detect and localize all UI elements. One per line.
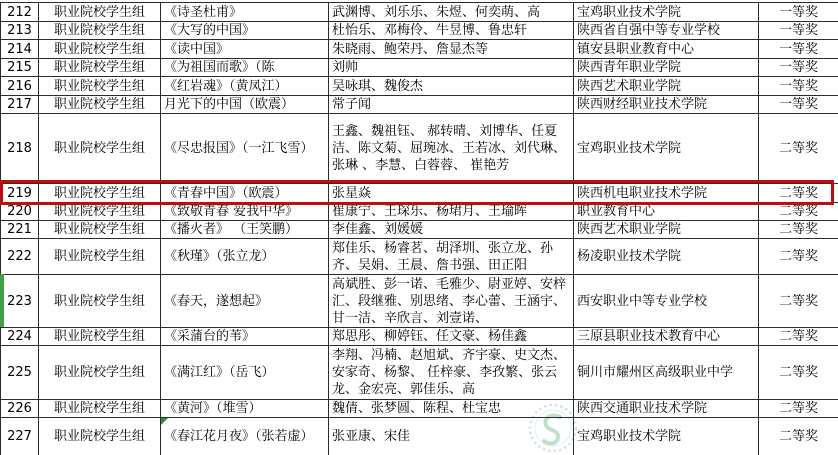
cell-school[interactable]: 宝鸡职业技术学院 — [574, 114, 759, 184]
cell-participants[interactable]: 张星焱 — [329, 184, 574, 203]
cell-title[interactable]: 《春江花月夜》（张若虚） — [161, 418, 329, 455]
cell-num[interactable]: 214 — [1, 40, 39, 59]
cell-school[interactable]: 陕西财经职业技术学院 — [574, 96, 759, 114]
cell-award[interactable]: 一等奖 — [759, 3, 838, 22]
cell-num[interactable]: 219 — [1, 184, 39, 203]
cell-num[interactable]: 223 — [1, 275, 39, 328]
cell-participants[interactable]: 郑佳乐、杨睿茗、胡泽圳、张立龙、孙齐、吴娟、王晨、詹书强、田正阳 — [329, 239, 574, 275]
cell-title[interactable]: 《春天，遂想起》 — [161, 275, 329, 328]
table-row — [1, 203, 838, 221]
cell-award[interactable]: 二等奖 — [759, 221, 838, 239]
cell-participants[interactable]: 武渊博、刘乐乐、朱煜、何奕萌、高 — [329, 3, 574, 22]
table-row — [1, 221, 838, 239]
cell-group[interactable]: 职业院校学生组 — [39, 114, 161, 184]
table-row — [1, 346, 838, 400]
cell-group[interactable]: 职业院校学生组 — [39, 96, 161, 114]
table-row — [1, 114, 838, 184]
cell-num[interactable]: 217 — [1, 96, 39, 114]
cell-award[interactable]: 一等奖 — [759, 59, 838, 77]
table-row — [1, 77, 838, 96]
cell-num[interactable]: 222 — [1, 239, 39, 275]
cell-title[interactable]: 《采蒲台的苇》 — [161, 328, 329, 346]
cell-participants[interactable]: 朱晓雨、鲍荣丹、詹显杰等 — [329, 40, 574, 59]
cell-group[interactable]: 职业院校学生组 — [39, 77, 161, 96]
cell-school[interactable]: 职业教育中心 — [574, 203, 759, 221]
cell-school[interactable]: 铜川市耀州区高级职业中学 — [574, 346, 759, 400]
cell-group[interactable]: 职业院校学生组 — [39, 418, 161, 455]
cell-group[interactable]: 职业院校学生组 — [39, 22, 161, 40]
cell-school[interactable]: 陕西机电职业技术学院 — [574, 184, 759, 203]
cell-participants[interactable]: 魏倩、张梦圆、陈程、杜宝忠 — [329, 400, 574, 418]
cell-group[interactable]: 职业院校学生组 — [39, 184, 161, 203]
cell-title[interactable]: 《青春中国》（欧震） — [161, 184, 329, 203]
table-row — [1, 40, 838, 59]
cell-group[interactable]: 职业院校学生组 — [39, 400, 161, 418]
cell-award[interactable]: 二等奖 — [759, 239, 838, 275]
table-row — [1, 239, 838, 275]
cell-award[interactable]: 二等奖 — [759, 275, 838, 328]
cell-award[interactable]: 一等奖 — [759, 40, 838, 59]
cell-group[interactable]: 职业院校学生组 — [39, 275, 161, 328]
cell-school[interactable]: 三原县职业技术教育中心 — [574, 328, 759, 346]
cell-title[interactable]: 月光下的中国（欧震） — [161, 96, 329, 114]
cell-title[interactable]: 《尽忠报国》（一江飞雪） — [161, 114, 329, 184]
cell-participants[interactable]: 李翔、冯楠、赵旭斌、齐宇豪、史文杰、安家奇、杨黎、 任梓豪、李孜繁、张云龙、金宏亮、郭佳乐、高 — [329, 346, 574, 400]
table-row — [1, 328, 838, 346]
cell-group[interactable]: 职业院校学生组 — [39, 328, 161, 346]
cell-participants[interactable]: 常子闻 — [329, 96, 574, 114]
cell-award[interactable]: 二等奖 — [759, 346, 838, 400]
cell-num[interactable]: 224 — [1, 328, 39, 346]
table-row — [1, 3, 838, 22]
cell-num[interactable]: 213 — [1, 22, 39, 40]
table-row — [1, 400, 838, 418]
cell-group[interactable]: 职业院校学生组 — [39, 346, 161, 400]
cell-award[interactable]: 二等奖 — [759, 184, 838, 203]
cell-participants[interactable]: 崔康宁、王琛乐、杨珺月、王瑜晖 — [329, 203, 574, 221]
cell-num[interactable]: 216 — [1, 77, 39, 96]
cell-award[interactable]: 一等奖 — [759, 77, 838, 96]
cell-award[interactable]: 二等奖 — [759, 203, 838, 221]
cell-group[interactable]: 职业院校学生组 — [39, 3, 161, 22]
table-row — [1, 184, 838, 203]
cell-group[interactable]: 职业院校学生组 — [39, 203, 161, 221]
cell-group[interactable]: 职业院校学生组 — [39, 221, 161, 239]
cell-school[interactable]: 宝鸡职业技术学院 — [574, 3, 759, 22]
cell-title[interactable]: 《大写的中国》 — [161, 22, 329, 40]
cell-title[interactable]: 《播火者》 （王笑鹏） — [161, 221, 329, 239]
cell-title[interactable]: 《为祖国而歌》（陈 — [161, 59, 329, 77]
award-results-table — [0, 2, 838, 455]
cell-group[interactable]: 职业院校学生组 — [39, 59, 161, 77]
cell-award[interactable]: 二等奖 — [759, 114, 838, 184]
cell-participants[interactable]: 李佳鑫、刘媛媛 — [329, 221, 574, 239]
cell-num[interactable]: 225 — [1, 346, 39, 400]
cell-num[interactable]: 220 — [1, 203, 39, 221]
table-row — [1, 22, 838, 40]
cell-title[interactable]: 《红岩魂》（黄凤江） — [161, 77, 329, 96]
cell-award[interactable]: 二等奖 — [759, 328, 838, 346]
cell-school[interactable]: 陕西交通职业技术学院 — [574, 400, 759, 418]
cell-school[interactable]: 陕西艺术职业学院 — [574, 221, 759, 239]
cell-title[interactable]: 《诗圣杜甫》 — [161, 3, 329, 22]
cell-title[interactable]: 《秋瑾》（张立龙） — [161, 239, 329, 275]
cell-participants[interactable]: 王鑫、魏祖钰、 郝转晴、刘博华、任夏洁、陈文菊、屈琬冰、王若冰、刘代琳、张琳 、李慧、白蓉蓉、 崔艳芳 — [329, 114, 574, 184]
cell-num[interactable]: 226 — [1, 400, 39, 418]
cell-title[interactable]: 《致敬青春 爱我中华》 — [161, 203, 329, 221]
cell-award[interactable]: 一等奖 — [759, 96, 838, 114]
table-row — [1, 275, 838, 328]
cell-school[interactable]: 陕西艺术职业学院 — [574, 77, 759, 96]
results-table-body — [1, 3, 838, 455]
cell-participants[interactable]: 高斌胜、彭一诺、毛雅少、尉亚婷、安梓汇、段继雅、别思绪、李心蕾、王涵宇、甘一洁、辛欣言、刘壹诺、 — [329, 275, 574, 328]
table-row — [1, 418, 838, 455]
cell-num[interactable]: 221 — [1, 221, 39, 239]
cell-title[interactable]: 《黄河》（堆雪） — [161, 400, 329, 418]
cell-participants[interactable]: 杜怡乐、邓梅伶、牛昱博、鲁忠轩 — [329, 22, 574, 40]
cell-num[interactable]: 212 — [1, 3, 39, 22]
cell-school[interactable]: 杨凌职业技术学院 — [574, 239, 759, 275]
cell-title[interactable]: 《读中国》 — [161, 40, 329, 59]
cell-school[interactable]: 陕西省自强中等专业学校 — [574, 22, 759, 40]
cell-group[interactable]: 职业院校学生组 — [39, 239, 161, 275]
cell-school[interactable]: 宝鸡职业技术学院 — [574, 418, 759, 455]
cell-group[interactable]: 职业院校学生组 — [39, 40, 161, 59]
cell-school[interactable]: 陕西青年职业学院 — [574, 59, 759, 77]
cell-title[interactable]: 《满江红》（岳飞） — [161, 346, 329, 400]
cell-award[interactable]: 一等奖 — [759, 22, 838, 40]
cell-award[interactable]: 二等奖 — [759, 400, 838, 418]
cell-participants[interactable]: 刘帅 — [329, 59, 574, 77]
cell-participants[interactable]: 张亚康、宋佳 — [329, 418, 574, 455]
cell-num[interactable]: 227 — [1, 418, 39, 455]
table-row — [1, 59, 838, 77]
cell-school[interactable]: 镇安县职业教育中心 — [574, 40, 759, 59]
cell-num[interactable]: 218 — [1, 114, 39, 184]
cell-school[interactable]: 西安职业中等专业学校 — [574, 275, 759, 328]
cell-participants[interactable]: 吴咏琪、魏俊杰 — [329, 77, 574, 96]
cell-award[interactable]: 二等奖 — [759, 418, 838, 455]
table-row — [1, 96, 838, 114]
cell-num[interactable]: 215 — [1, 59, 39, 77]
cell-participants[interactable]: 郑思彤、柳婷钰、任文豪、杨佳鑫 — [329, 328, 574, 346]
